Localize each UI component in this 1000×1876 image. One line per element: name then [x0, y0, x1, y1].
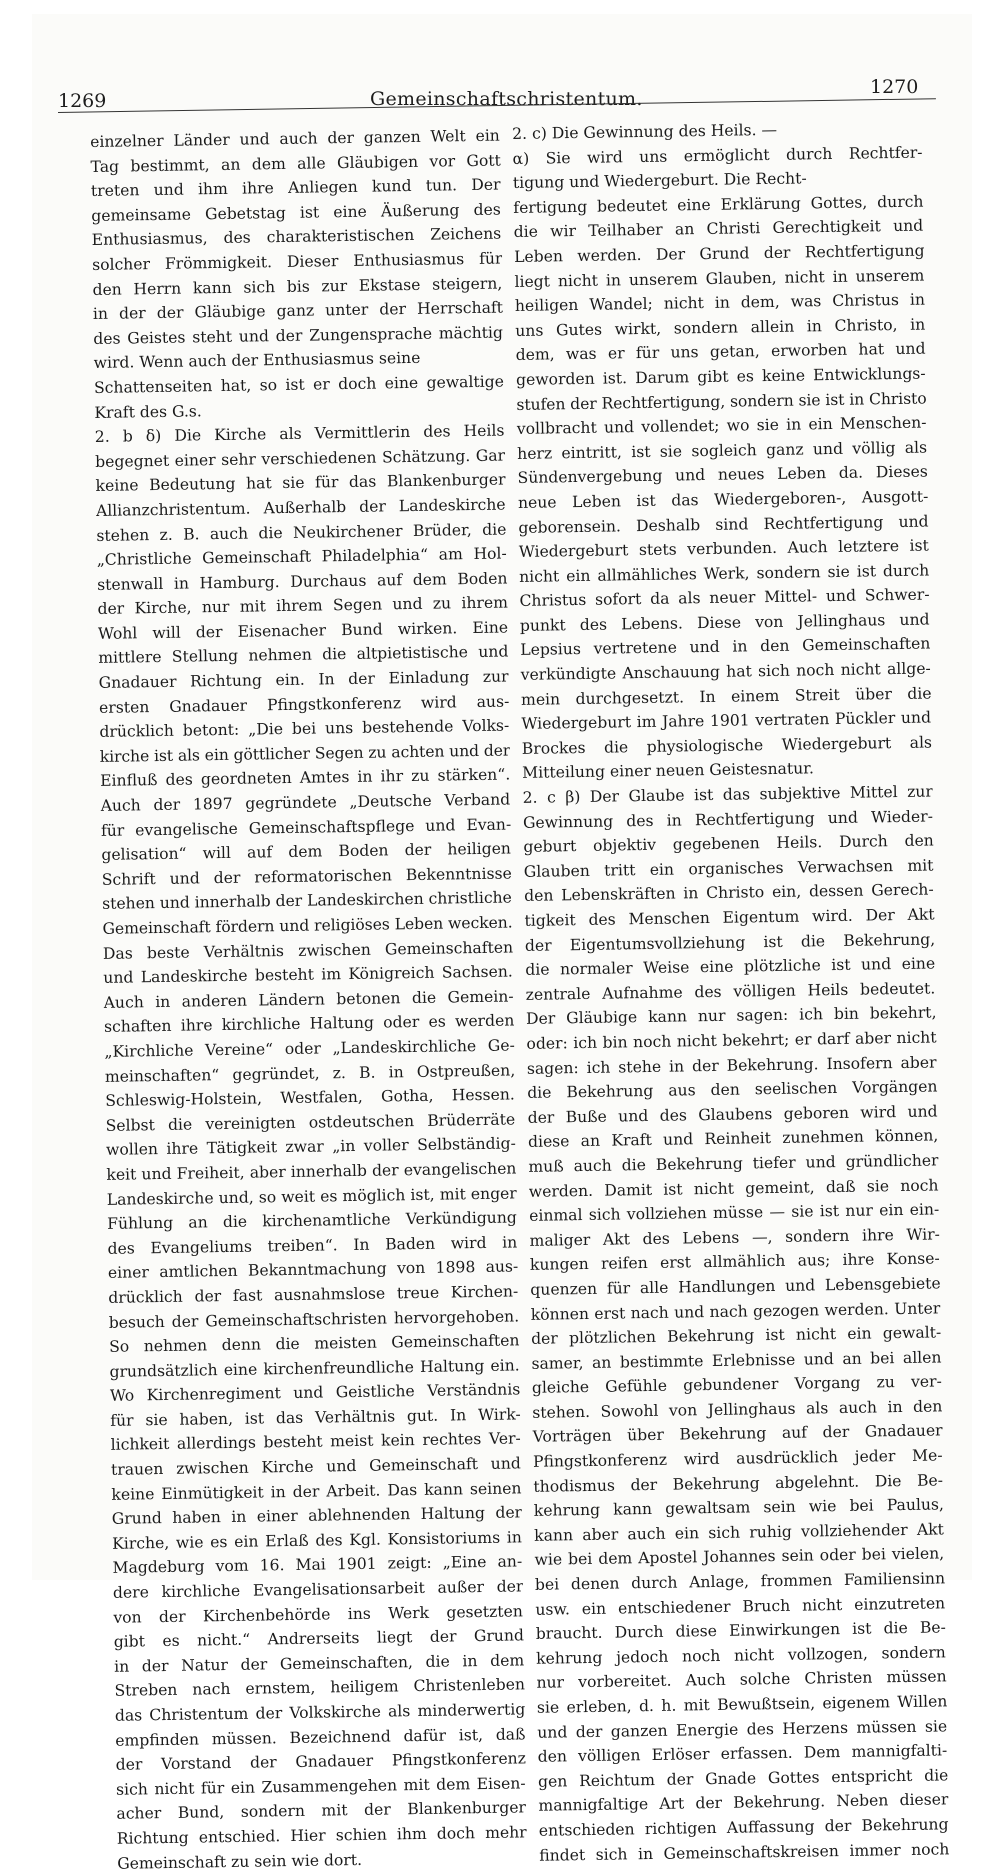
text-line: lichkeit allerdings besteht meist kein rechtes Ver-	[110, 1429, 521, 1455]
text-line: muß auch die Bekehrung tiefer und gründlicher	[528, 1151, 939, 1176]
text-line: Wiedergeburt stets verbunden. Auch letztere ist	[518, 536, 929, 562]
text-line: nur vorbereitet. Auch solche Christen müssen	[536, 1667, 947, 1693]
text-line: der Kirche, nur mit ihrem Segen und zu ihrem	[97, 593, 508, 619]
text-line: empfinden müssen. Bezeichnend dafür ist, daß	[115, 1724, 526, 1750]
text-line: treten und ihm ihre Anliegen kund tun. Der	[90, 175, 501, 201]
text-line: Glauben tritt ein organisches Verwachsen mit	[523, 856, 934, 881]
text-line: gemeinsame Gebetstag ist eine Äußerung des	[91, 200, 501, 225]
text-line: für evangelische Gemeinschaftspflege und Evan-	[100, 815, 512, 840]
page-number-left: 1269	[58, 90, 107, 112]
text-line: liegt nicht in unserem Glauben, nicht in unserem	[514, 266, 925, 291]
text-line: punkt des Lebens. Diese von Jellinghaus und	[519, 610, 930, 635]
text-line: Selbst die vereinigten ostdeutschen Brüderräte	[105, 1110, 516, 1135]
text-line: gelisation“ will auf dem Boden der heiligen	[101, 839, 512, 865]
text-line: keine Bedeutung hat sie für das Blankenburger	[95, 470, 506, 496]
text-line: für sie haben, ist das Verhältnis gut. In Wirk-	[110, 1405, 521, 1430]
text-line: Schrift und der reformatorischen Bekenntnisse	[101, 864, 512, 889]
text-line: wollen ihre Tätigkeit zwar „in voller Selbständig-	[105, 1134, 516, 1160]
text-line: tigung und Wiedergeburt. Die Recht-	[512, 169, 807, 193]
text-line: werden. Damit ist nicht gemeint, daß sie noch	[528, 1175, 939, 1201]
text-line: Christus sofort da als neuer Mittel- und Schwer-	[519, 585, 930, 611]
text-line: Kraft des G.s.	[94, 401, 202, 422]
text-line: stehen und innerhalb der Landeskirchen christliche	[102, 888, 512, 914]
text-line: So nehmen denn die meisten Gemeinschaften	[108, 1331, 520, 1356]
text-line: Fühlung an die kirchenamtliche Verkündigung	[107, 1208, 517, 1233]
text-line: Allianzchristentum. Außerhalb der Landeskirche	[95, 495, 506, 520]
text-line: stehen z. B. auch die Neukirchener Brüder, die	[96, 520, 507, 545]
text-line: einer amtlichen Bekanntmachung von 1898 aus-	[107, 1257, 519, 1283]
page-number-right: 1270	[870, 76, 919, 98]
text-line: quenzen für alle Handlungen und Lebensgebiete	[530, 1274, 941, 1299]
text-line: gen Reichtum der Gnade Gottes entspricht die	[537, 1766, 949, 1791]
text-line: Wiedergeburt im Jahre 1901 vertraten Pückler und	[521, 708, 932, 734]
text-line: dem, was er für uns getan, erworben hat und	[515, 339, 926, 365]
text-line: einzelner Länder und auch der ganzen Welt ein	[90, 126, 500, 151]
running-title: Gemeinschaftschristentum.	[370, 88, 643, 110]
right-column	[512, 116, 949, 1868]
text-line: stufen der Rechtfertigung, sondern sie ist in Christo	[516, 389, 927, 414]
text-line: und der ganzen Energie des Herzens müssen sie	[537, 1716, 948, 1742]
text-line: tigkeit des Menschen Eigentum wird. Der Akt	[524, 905, 935, 930]
text-line: in der Natur der Gemeinschaften, die in dem	[113, 1651, 525, 1676]
text-line: Schleswig-Holstein, Westfalen, Gotha, Hessen.	[105, 1085, 515, 1111]
text-line: können erst nach und nach gezogen werden. Unter	[530, 1298, 941, 1324]
text-line: der Vorstand der Gnadauer Pfingstkonferenz	[115, 1749, 526, 1774]
text-line: geborensein. Deshalb sind Rechtfertigung und	[518, 512, 929, 537]
text-line: Gnadauer Richtung ein. In der Einladung zur	[98, 667, 509, 692]
text-line: geburt objektiv gegebenen Heils. Durch den	[523, 831, 934, 857]
text-line: acher Bund, sondern mit der Blankenburger	[116, 1798, 527, 1824]
text-line: kungen reifen erst allmählich aus; ihre Konse-	[529, 1249, 940, 1275]
text-line: das Christentum der Volkskirche als minderwertig	[114, 1700, 526, 1725]
text-line: die normaler Weise eine plötzliche ist und eine	[525, 954, 936, 980]
text-line: fertigung bedeutet eine Erklärung Gottes, durch	[513, 192, 924, 217]
text-line: Der Gläubige kann nur sagen: ich bin bekehrt,	[525, 1003, 937, 1029]
text-line: Auch in anderen Ländern betonen die Gemein-	[103, 987, 514, 1012]
text-line: Auch der 1897 gegründete „Deutsche Verband	[100, 790, 511, 815]
text-line: keine Einmütigkeit in der Arbeit. Das kann seinen	[111, 1479, 522, 1504]
text-line: Streben nach ernstem, heiligem Christenleben	[114, 1675, 525, 1701]
text-line: Das beste Verhältnis zwischen Gemeinschaften	[102, 938, 514, 963]
text-line: neue Leben ist das Wiedergeboren-, Ausgott-	[517, 487, 929, 512]
text-line: Gemeinschaft fördern und religiöses Leben wecken.	[102, 913, 513, 938]
text-line: wird. Wenn auch der Enthusiasmus seine	[93, 349, 421, 373]
text-line: kirche ist als ein göttlicher Segen zu achten und der	[99, 741, 510, 766]
text-line: „Kirchliche Vereine“ oder „Landeskirchliche Ge-	[104, 1036, 515, 1061]
text-line: heiligen Wandel; nicht in dem, was Christus in	[514, 290, 926, 316]
text-line: grundsätzlich eine kirchenfreundliche Haltung ein.	[109, 1356, 520, 1381]
text-line: Enthusiasmus, des charakteristischen Zeichens	[91, 224, 502, 250]
text-line: einmal sich vollziehen müsse — sie ist nur ein ein-	[529, 1200, 940, 1225]
text-line: mannigfaltige Art der Bekehrung. Neben dieser	[538, 1790, 949, 1816]
text-line: uns Gutes wirkt, sondern allein in Christo, in	[515, 315, 926, 340]
text-line: Gewinnung des in Rechtfertigung und Wieder-	[522, 807, 934, 832]
left-column	[90, 124, 527, 1876]
text-line: Vorträgen über Bekehrung auf der Gnadauer	[532, 1421, 943, 1447]
text-line: besuch der Gemeinschaftschristen hervorgehoben.	[108, 1306, 519, 1332]
text-line: Brockes die physiologische Wiedergeburt als	[521, 733, 932, 758]
text-line: α) Sie wird uns ermöglicht durch Rechtfer-	[512, 143, 923, 168]
text-line: findet sich in Gemeinschaftskreisen immer noch	[539, 1839, 950, 1865]
text-line: die Bekehrung aus den seelischen Vorgängen	[527, 1077, 938, 1103]
text-line: mittlere Stellung nehmen die altpietistische und	[98, 642, 509, 668]
text-line: trauen zwischen Kirche und Gemeinschaft und	[110, 1454, 521, 1479]
text-line: kann aber auch ein sich ruhig vollziehender Akt	[534, 1520, 945, 1545]
text-line: der Buße und des Glaubens geboren wird und	[527, 1102, 938, 1127]
text-line: 2. c) Die Gewinnung des Heils. —	[512, 120, 778, 143]
text-line: gibt es nicht.“ Andrerseits liegt der Grund	[113, 1626, 524, 1652]
text-line: der Eigentumsvollziehung ist die Bekehrung,	[524, 930, 936, 955]
text-line: Tag bestimmt, an dem alle Gläubigen vor Gott	[90, 151, 501, 176]
text-line: „Christliche Gemeinschaft Philadelphia“ am Hol-	[96, 544, 507, 570]
text-line: Lepsius vertretene und in den Gemeinschaften	[520, 634, 931, 660]
text-line: sagen: ich stehe in der Bekehrung. Insofern aber	[526, 1053, 937, 1078]
text-line: Kirche, wie es ein Erlaß des Kgl. Konsistoriums in	[112, 1528, 523, 1553]
text-line: samer, an bestimmte Erlebnisse und an bei allen	[531, 1348, 942, 1373]
text-line: den völligen Erlöser erfassen. Dem mannigfalti-	[537, 1741, 948, 1766]
text-line: Leben werden. Der Grund der Rechtfertigung	[513, 241, 925, 266]
text-line: Grund haben in einer ablehnenden Haltung der	[111, 1503, 522, 1529]
text-line: wie bei dem Apostel Johannes sein oder bei vielen,	[534, 1544, 945, 1570]
text-line: meinschaften“ gegründet, z. B. in Ostpreußen,	[104, 1061, 516, 1086]
text-line: Pfingstkonferenz wird ausdrücklich jeder Me-	[532, 1446, 943, 1471]
text-line: ersten Gnadauer Pfingstkonferenz wird aus-	[98, 692, 510, 717]
text-line: bei denen durch Anlage, frommen Familiensinn	[534, 1569, 946, 1594]
text-line: 2. b δ) Die Kirche als Vermittlerin des Heils	[94, 421, 505, 447]
text-line: maliger Akt des Lebens —, sondern ihre Wir-	[529, 1225, 940, 1250]
text-line: verkündigte Anschauung hat sich noch nicht allge-	[520, 659, 931, 684]
text-line: kehrung kann gewaltsam sein wie bei Paulus,	[533, 1495, 944, 1521]
text-line: Richtung entschied. Hier schien ihm doch mehr	[116, 1823, 527, 1848]
text-line: schaften ihre kirchliche Haltung oder es werden	[103, 1011, 515, 1037]
text-line: Wo Kirchenregiment und Geistliche Verständnis	[109, 1380, 521, 1406]
text-line: Wohl will der Eisenacher Bund wirken. Eine	[97, 618, 509, 643]
text-line: Schattenseiten hat, so ist er doch eine gewaltige	[93, 372, 505, 397]
text-line: 2. c β) Der Glaube ist das subjektive Mittel zur	[522, 782, 933, 807]
text-line: die wir Teilhaber an Christi Gerechtigkeit und	[513, 216, 924, 242]
text-line: zentrale Aufnahme des völligen Heils bedeutet.	[525, 979, 936, 1004]
text-line: sie erleben, d. h. mit Bewußtsein, eigenem Willen	[536, 1692, 948, 1717]
text-line: Magdeburg vom 16. Mai 1901 zeigt: „Eine an-	[112, 1552, 523, 1578]
text-line: geworden ist. Darum gibt es keine Entwicklungs-	[515, 364, 926, 389]
text-line: thodismus der Bekehrung abgelehnt. Die Be-	[533, 1471, 944, 1496]
scanned-page	[32, 14, 972, 1873]
text-line: drücklich der fast ausnahmslose treue Kirchen-	[108, 1282, 519, 1307]
text-line: des Geistes steht und der Zungensprache mächtig	[93, 323, 504, 348]
text-line: usw. ein entschiedener Bruch nicht einzutreten	[535, 1594, 946, 1619]
text-line: dere kirchliche Evangelisationsarbeit außer der	[112, 1577, 524, 1602]
text-line: herz eintritt, ist sie sogleich ganz und völlig als	[517, 438, 928, 463]
text-line: oder: ich bin noch nicht bekehrt; er darf aber nicht	[526, 1028, 937, 1053]
text-line: stenwall in Hamburg. Durchaus auf dem Boden	[97, 569, 508, 594]
text-line: drücklich betont: „Die bei uns bestehende Volks-	[99, 716, 510, 742]
text-line: mein durchgesetzt. In einem Streit über die	[520, 684, 932, 709]
text-line: in der der Gläubige ganz unter der Herrschaft	[92, 298, 504, 324]
text-line: und Landeskirche besteht im Königreich Sachsen.	[103, 962, 513, 988]
text-line: Mitteilung einer neuen Geistesnatur.	[522, 759, 815, 783]
text-line: vollbracht und vollendet; wo sie in ein Menschen-	[516, 413, 927, 439]
text-line: kehrung jedoch noch nicht vollzogen, sondern	[535, 1643, 946, 1668]
text-line: keit und Freiheit, aber innerhalb der evangelischen	[106, 1159, 517, 1184]
text-line: entschieden richtigen Auffassung der Bekehrung	[538, 1815, 949, 1840]
text-line: gleiche Gefühle gebundener Vorgang zu ver-	[531, 1372, 942, 1398]
text-line: von der Kirchenbehörde ins Werk gesetzten	[113, 1602, 523, 1627]
text-line: nicht ein allmähliches Werk, sondern sie ist durch	[519, 561, 930, 586]
text-line: braucht. Durch diese Einwirkungen ist die Be-	[535, 1618, 946, 1644]
text-line: Landeskirche und, so weit es möglich ist, mit enger	[106, 1183, 517, 1209]
text-line: begegnet einer sehr verschiedenen Schätzung. Gar	[95, 446, 506, 471]
text-line: den Herrn kann sich bis zur Ekstase steigern,	[92, 274, 503, 299]
text-line: diese an Kraft und Reinheit zunehmen können,	[527, 1126, 939, 1152]
text-line: den Lebenskräften in Christo ein, dessen Gerech-	[524, 880, 934, 906]
text-line: stehen. Sowohl von Jellinghaus als auch in den	[532, 1397, 943, 1422]
text-line: Einfluß des geordneten Amtes in ihr zu stärken“.	[100, 765, 511, 791]
text-line: des Evangeliums treiben“. In Baden wird in	[107, 1233, 518, 1258]
text-line: der plötzlichen Bekehrung ist nicht ein gewalt-	[530, 1323, 942, 1348]
text-line: sich nicht für ein Zusammengehen mit dem Eisen-	[115, 1774, 526, 1799]
text-line: solcher Frömmigkeit. Dieser Enthusiasmus für	[91, 249, 503, 274]
text-line: Sündenvergebung und neues Leben da. Dieses	[517, 462, 928, 488]
text-line: Gemeinschaft zu sein wie dort.	[117, 1850, 363, 1873]
